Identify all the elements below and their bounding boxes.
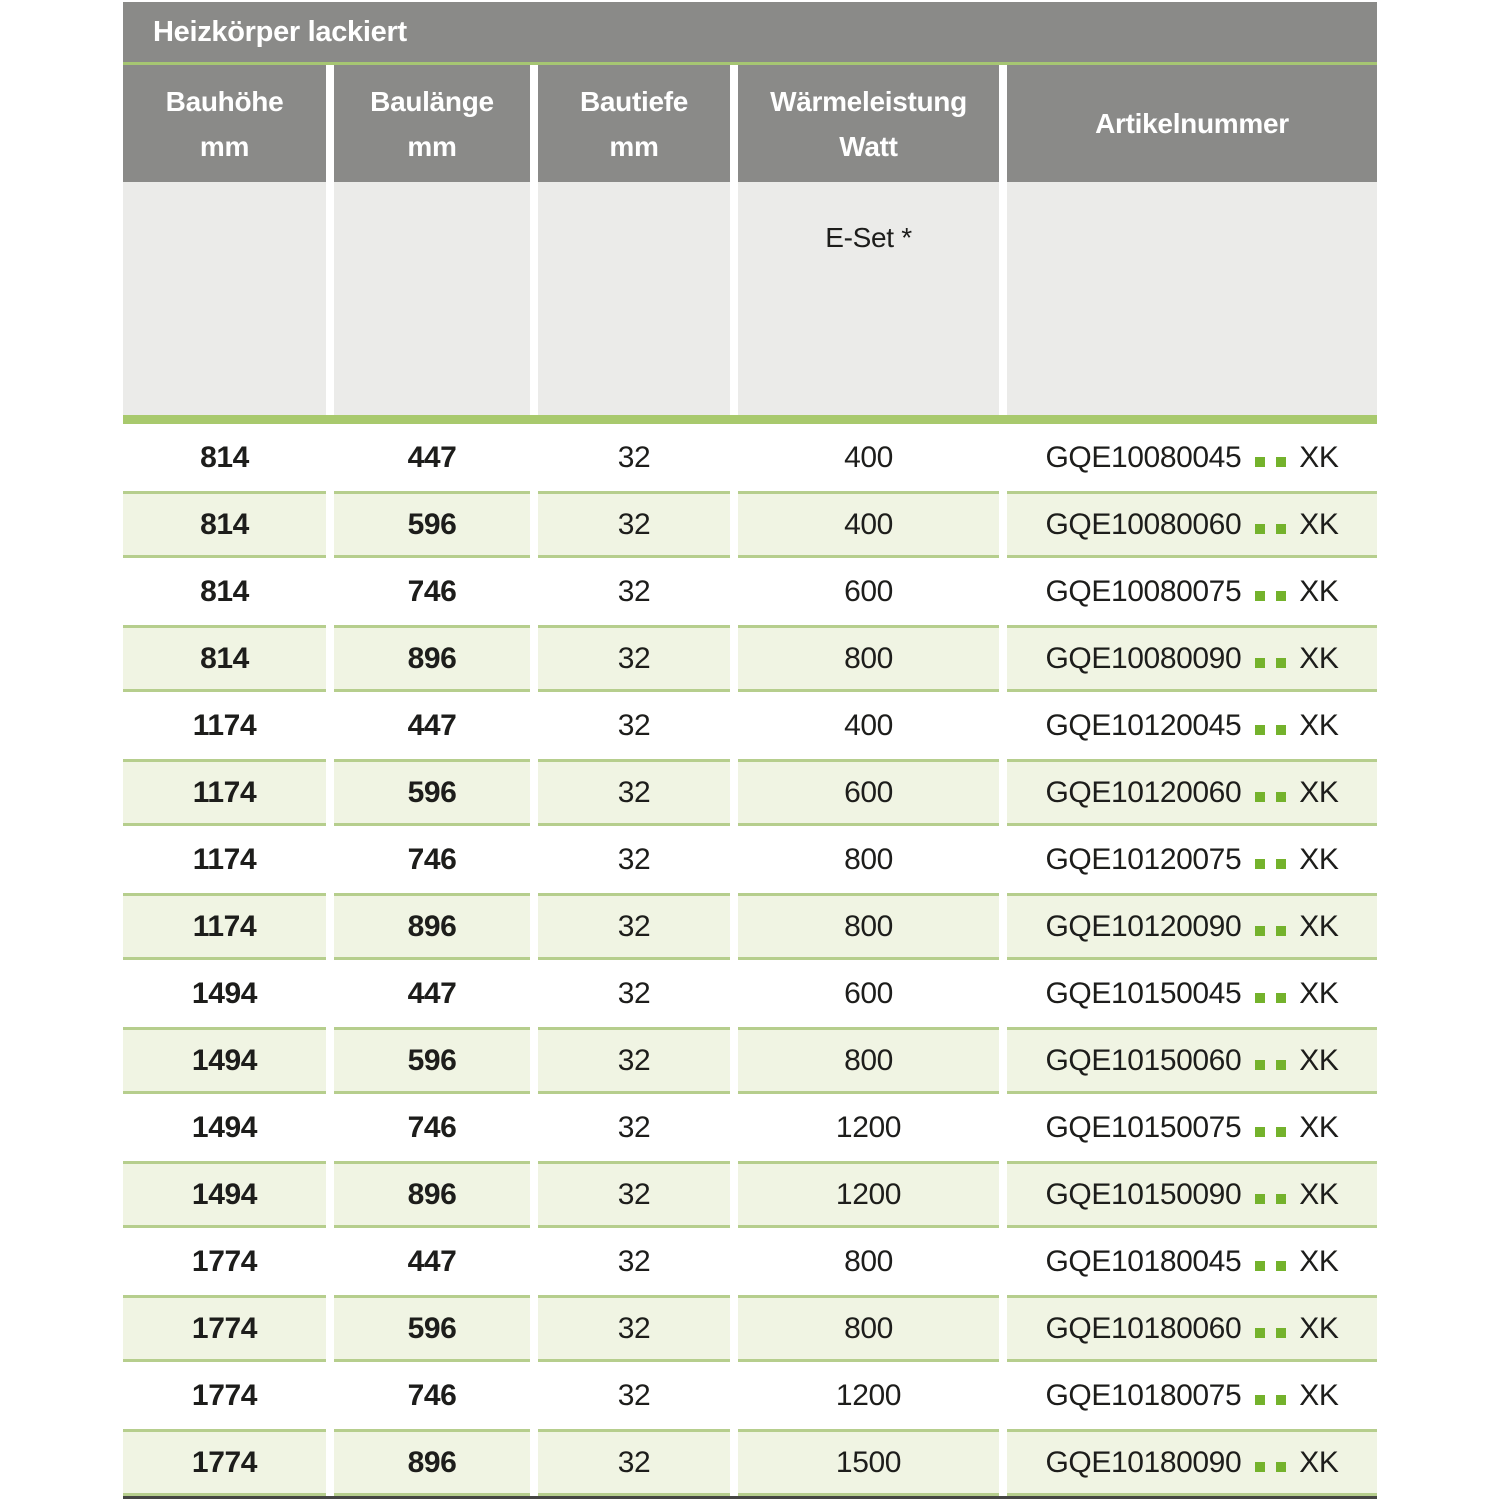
artikel-suffix: XK xyxy=(1299,775,1339,809)
artikel-suffix: XK xyxy=(1299,641,1339,675)
artikelnummer-value xyxy=(1046,843,1339,877)
bautiefe-cell: 32 xyxy=(538,625,730,692)
watt-cell: 800 xyxy=(738,1228,999,1295)
bauhoehe-cell: 1494 xyxy=(123,1094,326,1161)
artikel-code: GQE10120060 xyxy=(1045,775,1242,809)
baulaenge-cell: 746 xyxy=(334,1094,530,1161)
bauhoehe-cell: 814 xyxy=(123,424,326,491)
column-header-bauhoehe xyxy=(123,65,326,182)
green-dot-icon xyxy=(1276,926,1286,936)
placeholder-dots-icon xyxy=(1255,1261,1286,1271)
green-dot-icon xyxy=(1255,1127,1265,1137)
bautiefe-cell: 32 xyxy=(538,1228,730,1295)
table-title-bar xyxy=(123,2,1377,62)
column-header-unit: mm xyxy=(199,130,250,162)
bautiefe-cell: 32 xyxy=(538,1094,730,1161)
table-row xyxy=(123,1295,1377,1362)
artikelnummer-cell xyxy=(1007,1094,1377,1161)
watt-cell: 400 xyxy=(738,692,999,759)
baulaenge-cell: 596 xyxy=(334,1295,530,1362)
artikelnummer-value xyxy=(1046,1446,1339,1480)
artikel-code: GQE10150060 xyxy=(1045,1043,1242,1077)
subheader-cell-eset xyxy=(738,182,999,415)
green-dot-icon xyxy=(1255,524,1265,534)
green-dot-icon xyxy=(1276,792,1286,802)
column-header-unit: mm xyxy=(407,130,457,162)
placeholder-dots-icon xyxy=(1255,658,1286,668)
watt-cell: 1500 xyxy=(738,1429,999,1496)
column-header-label: Artikelnummer xyxy=(1095,108,1289,139)
bauhoehe-cell: 1494 xyxy=(123,960,326,1027)
baulaenge-cell: 596 xyxy=(334,1027,530,1094)
placeholder-dots-icon xyxy=(1255,591,1286,601)
artikelnummer-value xyxy=(1046,642,1339,676)
column-header-unit: mm xyxy=(609,130,659,162)
bautiefe-cell: 32 xyxy=(538,759,730,826)
artikel-code: GQE10180060 xyxy=(1045,1311,1242,1345)
subheader-cell-bautiefe xyxy=(538,182,730,415)
artikelnummer-value xyxy=(1046,441,1339,475)
bautiefe-cell: 32 xyxy=(538,1429,730,1496)
artikelnummer-value xyxy=(1046,1178,1339,1212)
watt-cell: 800 xyxy=(738,826,999,893)
watt-cell: 800 xyxy=(738,625,999,692)
watt-cell: 1200 xyxy=(738,1094,999,1161)
green-dot-icon xyxy=(1276,457,1286,467)
green-dot-icon xyxy=(1255,1261,1265,1271)
bautiefe-cell: 32 xyxy=(538,893,730,960)
column-header-unit: Watt xyxy=(839,130,898,162)
green-dot-icon xyxy=(1255,1328,1265,1338)
baulaenge-cell: 896 xyxy=(334,625,530,692)
baulaenge-cell: 896 xyxy=(334,1429,530,1496)
artikelnummer-cell xyxy=(1007,1027,1377,1094)
bauhoehe-cell: 1774 xyxy=(123,1362,326,1429)
watt-cell: 600 xyxy=(738,759,999,826)
bauhoehe-cell: 814 xyxy=(123,625,326,692)
green-dot-icon xyxy=(1276,658,1286,668)
green-dot-icon xyxy=(1276,1328,1286,1338)
table-row xyxy=(123,1094,1377,1161)
column-header-row xyxy=(123,65,1377,182)
bauhoehe-cell: 1494 xyxy=(123,1027,326,1094)
placeholder-dots-icon xyxy=(1255,1328,1286,1338)
bautiefe-cell: 32 xyxy=(538,1161,730,1228)
green-dot-icon xyxy=(1276,993,1286,1003)
artikelnummer-cell xyxy=(1007,960,1377,1027)
artikelnummer-cell xyxy=(1007,558,1377,625)
placeholder-dots-icon xyxy=(1255,1194,1286,1204)
watt-cell: 800 xyxy=(738,1295,999,1362)
placeholder-dots-icon xyxy=(1255,524,1286,534)
bauhoehe-cell: 1174 xyxy=(123,692,326,759)
artikelnummer-cell xyxy=(1007,491,1377,558)
artikel-suffix: XK xyxy=(1299,1110,1339,1144)
bauhoehe-cell: 814 xyxy=(123,491,326,558)
artikelnummer-value xyxy=(1046,1245,1339,1279)
green-dot-icon xyxy=(1276,1060,1286,1070)
artikel-suffix: XK xyxy=(1299,976,1339,1010)
subheader-row xyxy=(123,182,1377,415)
baulaenge-cell: 447 xyxy=(334,424,530,491)
baulaenge-cell: 596 xyxy=(334,491,530,558)
baulaenge-cell: 896 xyxy=(334,893,530,960)
product-spec-table xyxy=(123,2,1377,1499)
baulaenge-cell: 746 xyxy=(334,826,530,893)
table-row xyxy=(123,1161,1377,1228)
artikelnummer-value xyxy=(1046,709,1339,743)
table-row xyxy=(123,826,1377,893)
table-row xyxy=(123,893,1377,960)
green-dot-icon xyxy=(1255,1395,1265,1405)
artikelnummer-cell xyxy=(1007,1295,1377,1362)
table-row xyxy=(123,1027,1377,1094)
green-dot-icon xyxy=(1255,725,1265,735)
artikelnummer-value xyxy=(1046,1044,1339,1078)
baulaenge-cell: 746 xyxy=(334,1362,530,1429)
green-dot-icon xyxy=(1276,1127,1286,1137)
placeholder-dots-icon xyxy=(1255,725,1286,735)
baulaenge-cell: 896 xyxy=(334,1161,530,1228)
artikel-code: GQE10120045 xyxy=(1045,708,1242,742)
artikel-code: GQE10180090 xyxy=(1045,1445,1242,1479)
bautiefe-cell: 32 xyxy=(538,491,730,558)
table-row xyxy=(123,692,1377,759)
artikelnummer-value xyxy=(1046,1312,1339,1346)
green-dot-icon xyxy=(1255,792,1265,802)
placeholder-dots-icon xyxy=(1255,926,1286,936)
green-dot-icon xyxy=(1255,591,1265,601)
table-row xyxy=(123,1228,1377,1295)
eset-label: E-Set * xyxy=(825,222,912,253)
placeholder-dots-icon xyxy=(1255,859,1286,869)
bauhoehe-cell: 1494 xyxy=(123,1161,326,1228)
artikel-suffix: XK xyxy=(1299,708,1339,742)
artikelnummer-cell xyxy=(1007,1228,1377,1295)
baulaenge-cell: 596 xyxy=(334,759,530,826)
watt-cell: 1200 xyxy=(738,1161,999,1228)
artikel-code: GQE10080090 xyxy=(1045,641,1242,675)
bautiefe-cell: 32 xyxy=(538,1362,730,1429)
artikelnummer-value xyxy=(1046,977,1339,1011)
green-dot-icon xyxy=(1255,1462,1265,1472)
artikel-suffix: XK xyxy=(1299,574,1339,608)
bauhoehe-cell: 1174 xyxy=(123,893,326,960)
green-dot-icon xyxy=(1255,1060,1265,1070)
green-dot-icon xyxy=(1276,591,1286,601)
artikelnummer-value xyxy=(1046,1111,1339,1145)
green-dot-icon xyxy=(1276,725,1286,735)
baulaenge-cell: 746 xyxy=(334,558,530,625)
table-body xyxy=(123,424,1377,1496)
watt-cell: 800 xyxy=(738,893,999,960)
table-title: Heizkörper lackiert xyxy=(153,15,407,48)
artikel-code: GQE10080060 xyxy=(1045,507,1242,541)
baulaenge-cell: 447 xyxy=(334,960,530,1027)
bauhoehe-cell: 814 xyxy=(123,558,326,625)
artikelnummer-value xyxy=(1046,776,1339,810)
watt-cell: 600 xyxy=(738,558,999,625)
green-dot-icon xyxy=(1276,1395,1286,1405)
artikel-code: GQE10080045 xyxy=(1045,440,1242,474)
green-dot-icon xyxy=(1255,926,1265,936)
artikelnummer-value xyxy=(1046,910,1339,944)
green-dot-icon xyxy=(1255,993,1265,1003)
green-dot-icon xyxy=(1255,1194,1265,1204)
artikelnummer-cell xyxy=(1007,1362,1377,1429)
artikelnummer-cell xyxy=(1007,424,1377,491)
artikel-code: GQE10120090 xyxy=(1045,909,1242,943)
subheader-cell-baulaenge xyxy=(334,182,530,415)
watt-cell: 400 xyxy=(738,424,999,491)
bautiefe-cell: 32 xyxy=(538,558,730,625)
subheader-cell-bauhoehe xyxy=(123,182,326,415)
placeholder-dots-icon xyxy=(1255,1127,1286,1137)
bautiefe-cell: 32 xyxy=(538,424,730,491)
baulaenge-cell: 447 xyxy=(334,1228,530,1295)
bauhoehe-cell: 1774 xyxy=(123,1429,326,1496)
artikel-code: GQE10080075 xyxy=(1045,574,1242,608)
bautiefe-cell: 32 xyxy=(538,1027,730,1094)
artikel-suffix: XK xyxy=(1299,1445,1339,1479)
placeholder-dots-icon xyxy=(1255,993,1286,1003)
subheader-cell-artikelnummer xyxy=(1007,182,1377,415)
table-row xyxy=(123,1362,1377,1429)
artikel-suffix: XK xyxy=(1299,909,1339,943)
watt-cell: 800 xyxy=(738,1027,999,1094)
artikelnummer-value xyxy=(1046,575,1339,609)
bauhoehe-cell: 1174 xyxy=(123,826,326,893)
bauhoehe-cell: 1774 xyxy=(123,1228,326,1295)
artikel-suffix: XK xyxy=(1299,1244,1339,1278)
column-header-artikelnummer xyxy=(1007,65,1377,182)
green-dot-icon xyxy=(1276,1194,1286,1204)
placeholder-dots-icon xyxy=(1255,1462,1286,1472)
artikel-code: GQE10150090 xyxy=(1045,1177,1242,1211)
artikel-suffix: XK xyxy=(1299,1043,1339,1077)
green-dot-icon xyxy=(1255,457,1265,467)
bauhoehe-cell: 1174 xyxy=(123,759,326,826)
accent-divider-thick xyxy=(123,415,1377,424)
green-dot-icon xyxy=(1255,859,1265,869)
artikel-suffix: XK xyxy=(1299,1378,1339,1412)
column-header-label: Bautiefe xyxy=(579,85,689,117)
artikelnummer-cell xyxy=(1007,692,1377,759)
artikelnummer-cell xyxy=(1007,625,1377,692)
column-header-label: Wärmeleistung xyxy=(770,85,967,117)
artikelnummer-cell xyxy=(1007,1429,1377,1496)
column-header-waermeleistung xyxy=(738,65,999,182)
green-dot-icon xyxy=(1276,1462,1286,1472)
table-row xyxy=(123,759,1377,826)
watt-cell: 600 xyxy=(738,960,999,1027)
table-row xyxy=(123,1429,1377,1496)
green-dot-icon xyxy=(1276,1261,1286,1271)
green-dot-icon xyxy=(1276,859,1286,869)
table-row xyxy=(123,558,1377,625)
bautiefe-cell: 32 xyxy=(538,692,730,759)
table-row xyxy=(123,625,1377,692)
placeholder-dots-icon xyxy=(1255,792,1286,802)
artikel-suffix: XK xyxy=(1299,1177,1339,1211)
artikelnummer-cell xyxy=(1007,759,1377,826)
artikelnummer-cell xyxy=(1007,1161,1377,1228)
bautiefe-cell: 32 xyxy=(538,1295,730,1362)
artikel-code: GQE10180045 xyxy=(1045,1244,1242,1278)
column-header-label: Bauhöhe xyxy=(165,85,284,117)
artikelnummer-value xyxy=(1046,1379,1339,1413)
placeholder-dots-icon xyxy=(1255,1060,1286,1070)
table-row xyxy=(123,960,1377,1027)
green-dot-icon xyxy=(1276,524,1286,534)
bautiefe-cell: 32 xyxy=(538,826,730,893)
green-dot-icon xyxy=(1255,658,1265,668)
watt-cell: 400 xyxy=(738,491,999,558)
baulaenge-cell: 447 xyxy=(334,692,530,759)
column-header-baulaenge xyxy=(334,65,530,182)
artikel-suffix: XK xyxy=(1299,440,1339,474)
artikel-suffix: XK xyxy=(1299,507,1339,541)
table-bottom-border xyxy=(123,1496,1377,1499)
artikelnummer-cell xyxy=(1007,826,1377,893)
bautiefe-cell: 32 xyxy=(538,960,730,1027)
table-row xyxy=(123,424,1377,491)
artikel-suffix: XK xyxy=(1299,1311,1339,1345)
placeholder-dots-icon xyxy=(1255,1395,1286,1405)
artikelnummer-cell xyxy=(1007,893,1377,960)
artikel-code: GQE10180075 xyxy=(1045,1378,1242,1412)
artikelnummer-value xyxy=(1046,508,1339,542)
artikel-code: GQE10150045 xyxy=(1045,976,1242,1010)
bauhoehe-cell: 1774 xyxy=(123,1295,326,1362)
column-header-label: Baulänge xyxy=(370,85,494,117)
watt-cell: 1200 xyxy=(738,1362,999,1429)
table-row xyxy=(123,491,1377,558)
artikel-code: GQE10150075 xyxy=(1045,1110,1242,1144)
artikel-code: GQE10120075 xyxy=(1045,842,1242,876)
column-header-bautiefe xyxy=(538,65,730,182)
placeholder-dots-icon xyxy=(1255,457,1286,467)
artikel-suffix: XK xyxy=(1299,842,1339,876)
